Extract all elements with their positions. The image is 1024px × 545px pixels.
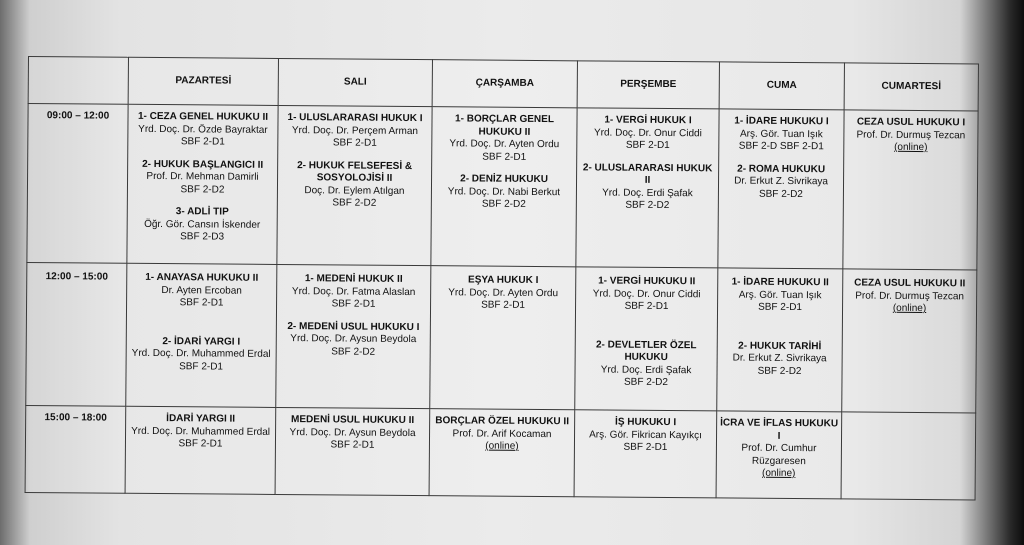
course-entry (434, 274, 572, 313)
schedule-cell (125, 406, 276, 494)
course-room: SBF 2-D2 (625, 199, 670, 212)
schedule-cell (430, 266, 576, 410)
course-entry (579, 275, 714, 314)
time-row (26, 262, 977, 412)
course-entry (722, 163, 840, 201)
course-entry (279, 414, 426, 453)
schedule-cell (718, 109, 844, 269)
course-name: 2- DEVLETLER ÖZEL HUKUKU (595, 338, 697, 364)
course-teacher: Yrd. Doç. Dr. Muhammed Erdal (131, 425, 271, 438)
course-teacher: Öğr. Gör. Cansın İskender (144, 218, 261, 231)
header-tuesday: SALI (278, 58, 432, 106)
course-entry (131, 206, 274, 245)
course-teacher: Arş. Gör. Tuan Işık (738, 289, 822, 301)
schedule-cell (277, 105, 432, 265)
course-room: (online) (894, 141, 928, 154)
schedule-cell-empty (841, 412, 976, 500)
course-name: 2- HUKUK BAŞLANGICI II (142, 158, 264, 171)
course-teacher: Doç. Dr. Eylem Atılgan (304, 184, 405, 197)
course-name: 2- İDARİ YARGI I (162, 335, 241, 348)
course-name: 2- DENİZ HUKUKU (460, 173, 548, 186)
header-thursday: PERŞEMBE (577, 61, 719, 109)
course-name: BORÇLAR ÖZEL HUKUKU II (435, 415, 570, 428)
course-name: 1- VERGİ HUKUK I (604, 114, 692, 127)
schedule-cell (842, 269, 977, 413)
course-name: 3- ADLİ TIP (175, 206, 229, 218)
time-slot: 12:00 – 15:00 (26, 262, 127, 406)
schedule-cell (429, 409, 575, 497)
course-room: (online) (892, 302, 927, 315)
course-teacher: Arş. Gör. Tuan Işık (739, 128, 823, 140)
course-room: SBF 2-D1 (179, 297, 224, 309)
course-room: SBF 2-D1 (332, 137, 377, 149)
course-teacher: Yrd. Doç. Erdi Şafak (602, 187, 693, 199)
course-room: (online) (762, 467, 796, 480)
course-teacher: Prof. Dr. Durmuş Tezcan (855, 290, 965, 302)
course-name: MEDENİ USUL HUKUKU II (291, 414, 415, 427)
course-teacher: Yrd. Doç. Dr. Fatma Alaslan (291, 285, 416, 298)
time-row (25, 405, 976, 499)
course-name: 1- MEDENİ HUKUK II (304, 273, 403, 285)
schedule-cell (276, 264, 431, 408)
course-name: EŞYA HUKUK I (468, 274, 539, 287)
weekly-schedule-table (25, 56, 979, 500)
schedule-cell (574, 410, 717, 498)
course-name: İCRA VE İFLAS HUKUKU I (720, 417, 839, 442)
course-entry (281, 159, 428, 210)
course-room: SBF 2-D2 (332, 197, 377, 209)
course-name: CEZA USUL HUKUKU II (854, 277, 966, 290)
header-monday: PAZARTESİ (128, 57, 278, 105)
course-entry (721, 276, 839, 314)
course-name: 2- MEDENİ USUL HUKUKU I (287, 320, 420, 333)
schedule-cell (127, 104, 278, 264)
course-teacher: Yrd. Doç. Dr. Onur Ciddi (593, 126, 702, 139)
course-entry (131, 158, 274, 197)
schedule-cell (716, 411, 842, 499)
course-room: SBF 2-D1 (331, 298, 376, 310)
course-teacher: Dr. Erkut Z. Sivrikaya (732, 352, 827, 365)
course-name: 2- HUKUK FELSEFESİ & SOSYOLOJİSİ II (297, 159, 413, 184)
schedule-cell (717, 268, 843, 412)
course-teacher: Yrd. Doç. Erdi Şafak (600, 364, 692, 376)
schedule-cell (843, 110, 978, 270)
schedule-cell (275, 407, 430, 495)
course-room: SBF 2-D1 (482, 151, 527, 163)
course-teacher: Yrd. Doç. Dr. Muhammed Erdal (131, 347, 271, 360)
course-name: 2- HUKUK TARİHİ (738, 340, 822, 352)
course-entry (280, 273, 427, 312)
course-entry (281, 112, 428, 151)
course-name: 1- İDARE HUKUKU II (731, 276, 829, 289)
course-teacher: Prof. Dr. Mehman Damirli (146, 170, 259, 183)
course-name: İDARİ YARGI II (166, 413, 236, 425)
course-entry (435, 113, 573, 164)
course-name: 1- BORÇLAR GENEL HUKUKU II (455, 113, 555, 138)
time-slot: 15:00 – 18:00 (25, 405, 126, 493)
course-entry (580, 162, 715, 213)
course-room: SBF 2-D1 (330, 439, 375, 451)
course-room: SBF 2-D1 (180, 136, 225, 148)
time-slot: 09:00 – 12:00 (27, 104, 128, 264)
course-teacher: Yrd. Doç. Dr. Özde Bayraktar (138, 123, 268, 136)
course-teacher: Yrd. Doç. Dr. Aysun Beydola (290, 333, 417, 346)
course-entry (129, 413, 272, 452)
course-teacher: Prof. Dr. Cumhur Rüzgaresen (741, 442, 817, 467)
course-name: İŞ HUKUKU I (615, 416, 677, 429)
course-room: SBF 2-D2 (757, 365, 802, 377)
course-name: 1- ANAYASA HUKUKU II (145, 271, 259, 284)
course-name: 1- VERGİ HUKUKU II (598, 275, 696, 288)
course-room: SBF 2-D2 (623, 376, 668, 389)
course-entry (578, 416, 713, 455)
course-entry (846, 277, 973, 315)
header-wednesday: ÇARŞAMBA (432, 60, 577, 108)
course-room: SBF 2-D2 (180, 183, 225, 196)
course-room: SBF 2-D1 (178, 438, 223, 450)
course-teacher: Yrd. Doç. Dr. Ayten Ordu (448, 286, 559, 299)
course-entry (720, 417, 838, 480)
course-teacher: Yrd. Doç. Dr. Ayten Ordu (449, 138, 560, 151)
course-teacher: Yrd. Doç. Dr. Nabi Berkut (447, 185, 561, 198)
course-room: SBF 2-D1 (625, 139, 670, 152)
course-name: CEZA USUL HUKUKU I (856, 116, 966, 129)
course-room: SBF 2-D3 (180, 231, 225, 243)
course-room: SBF 2-D SBF 2-D1 (738, 140, 824, 153)
course-room: SBF 2-D2 (758, 188, 803, 200)
schedule-cell (431, 107, 577, 267)
schedule-cell (126, 263, 277, 407)
course-room: SBF 2-D1 (623, 441, 668, 454)
schedule-cell (575, 267, 718, 411)
course-entry (280, 320, 427, 359)
course-teacher: Yrd. Doç. Dr. Perçem Arman (291, 124, 419, 137)
course-entry (433, 415, 571, 454)
course-name: 2- ULUSLARARASI HUKUK II (582, 161, 713, 186)
course-room: SBF 2-D1 (624, 300, 669, 313)
course-teacher: Dr. Ayten Ercoban (161, 284, 242, 297)
course-teacher: Prof. Dr. Arif Kocaman (452, 427, 552, 440)
course-entry (580, 114, 715, 153)
course-entry (435, 173, 573, 212)
header-corner (28, 57, 128, 105)
header-saturday: CUMARTESİ (844, 63, 978, 111)
time-row (27, 104, 978, 270)
course-name: 1- İDARE HUKUKU I (734, 115, 829, 128)
course-teacher: Dr. Erkut Z. Sivrikaya (734, 175, 829, 188)
course-teacher: Prof. Dr. Durmuş Tezcan (856, 129, 966, 141)
course-room: (online) (485, 440, 519, 452)
course-teacher: Yrd. Doç. Dr. Aysun Beydola (289, 426, 416, 439)
course-entry (722, 115, 840, 153)
course-entry (847, 116, 974, 154)
course-room: SBF 2-D2 (481, 198, 526, 210)
course-entry (578, 339, 713, 390)
course-entry (130, 272, 273, 311)
course-name: 1- ULUSLARARASI HUKUK I (287, 112, 423, 125)
course-teacher: Yrd. Doç. Dr. Onur Ciddi (592, 287, 701, 300)
course-room: SBF 2-D1 (758, 301, 803, 314)
course-room: SBF 2-D1 (179, 360, 224, 373)
course-room: SBF 2-D2 (331, 345, 376, 358)
course-entry (130, 335, 273, 374)
course-entry (720, 340, 838, 378)
course-name: 1- CEZA GENEL HUKUKU II (137, 110, 269, 123)
course-room: SBF 2-D1 (481, 299, 526, 311)
schedule-cell (576, 108, 719, 268)
course-teacher: Arş. Gör. Fikrican Kayıkçı (589, 428, 702, 441)
course-entry (131, 111, 274, 150)
course-name: 2- ROMA HUKUKU (737, 163, 826, 175)
header-row (28, 57, 978, 111)
header-friday: CUMA (719, 62, 844, 110)
